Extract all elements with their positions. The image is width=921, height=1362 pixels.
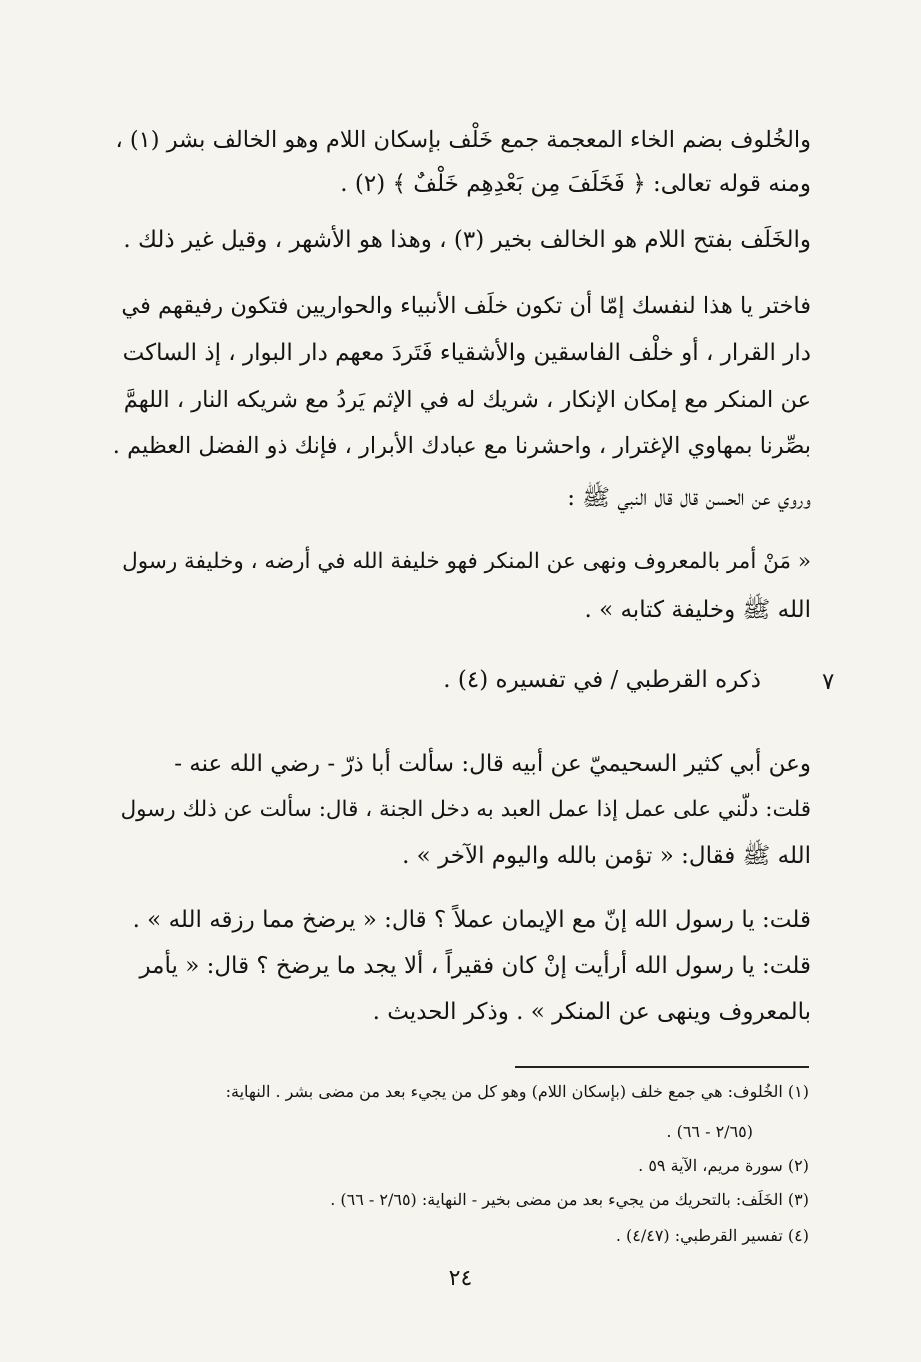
footnote-separator	[515, 1066, 809, 1068]
body-line: ذكره القرطبي / في تفسيره (٤) .	[443, 667, 761, 693]
body-line: عن المنكر مع إمكان الإنكار ، شريك له في الإثم يَردُ مع شريكه النار ، اللهمَّ	[123, 387, 811, 413]
page-number: ٢٤	[448, 1266, 473, 1291]
body-line: قلت: دلّني على عمل إذا عمل العبد به دخل الجنة ، قال: سألت عن ذلك رسول	[120, 797, 811, 822]
body-line: والخَلَف بفتح اللام هو الخالف بخير (٣) ، وهذا هو الأشهر ، وقيل غير ذلك .	[123, 227, 811, 253]
hadith-line: « مَنْ أمر بالمعروف ونهى عن المنكر فهو خليفة الله في أرضه ، وخليفة رسول	[122, 549, 811, 574]
footnote-line: (١) الخُلوف: هي جمع خلف (بإسكان اللام) وهو كل من يجيء بعد من مضى بشر . النهاية:	[225, 1082, 809, 1101]
body-line: وروي عن الحسن قال قال النبي ﷺ :	[567, 485, 811, 511]
body-line: بالمعروف وينهى عن المنكر » . وذكر الحديث .	[372, 999, 811, 1025]
body-line: والخُلوف بضم الخاء المعجمة جمع خَلْف بإسكان اللام وهو الخالف بشر (١) ،	[115, 127, 811, 153]
footnote-line: (٢) سورة مريم، الآية ٥٩ .	[638, 1156, 809, 1175]
hadith-line: الله ﷺ وخليفة كتابه » .	[584, 597, 811, 623]
body-line: بصِّرنا بمهاوي الإغترار ، واحشرنا مع عبادك الأبرار ، فإنك ذو الفضل العظيم .	[112, 433, 811, 459]
body-line: قلت: يا رسول الله أرأيت إنْ كان فقيراً ، ألا يجد ما يرضخ ؟ قال: « يأمر	[139, 953, 811, 979]
body-line: الله ﷺ فقال: « تؤمن بالله واليوم الآخر » .	[402, 843, 811, 869]
footnote-line: (٤) تفسير القرطبي: (٤/٤٧) .	[615, 1226, 809, 1245]
footnote-line: (٢/٦٥ - ٦٦) .	[666, 1122, 753, 1141]
margin-number: ٧	[822, 669, 835, 695]
body-line: دار القرار ، أو خلْف الفاسقين والأشقياء فَتَردَ معهم دار البوار ، إذ الساكت	[122, 340, 811, 366]
body-line: فاختر يا هذا لنفسك إمّا أن تكون خلَف الأنبياء والحواريين فتكون رفيقهم في	[121, 293, 811, 319]
footnote-line: (٣) الخَلَف: بالتحريك من يجيء بعد من مضى بخير - النهاية: (٢/٦٥ - ٦٦) .	[330, 1190, 809, 1209]
body-line: وعن أبي كثير السحيميّ عن أبيه قال: سألت أبا ذرّ - رضي الله عنه -	[174, 751, 811, 777]
body-line: ومنه قوله تعالى: ﴿ فَخَلَفَ مِن بَعْدِهِم خَلْفٌ ﴾ (٢) .	[340, 171, 811, 197]
body-line: قلت: يا رسول الله إنّ مع الإيمان عملاً ؟ قال: « يرضخ مما رزقه الله » .	[132, 907, 811, 933]
